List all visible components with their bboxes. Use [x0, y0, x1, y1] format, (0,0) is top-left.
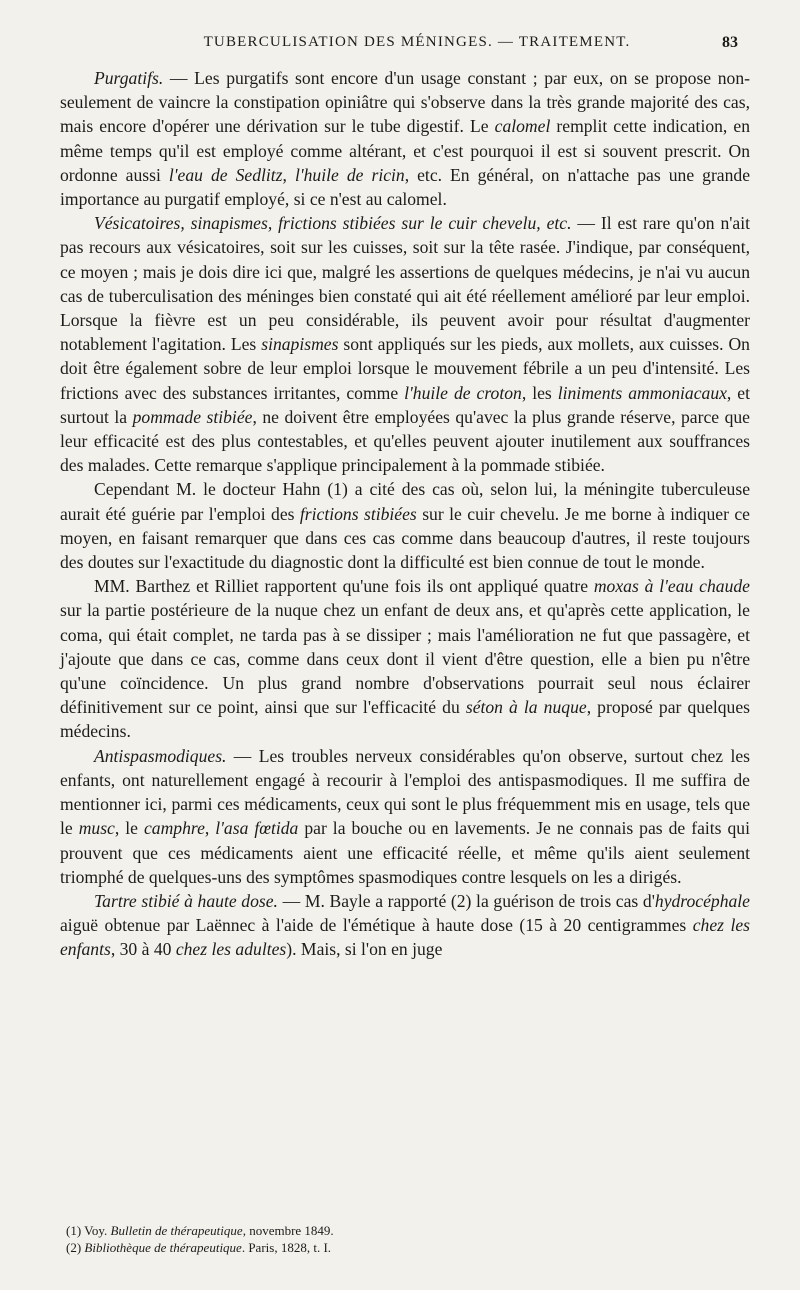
italic-term: camphre: [143, 818, 205, 839]
footnote-title: Bibliothèque de thérapeutique: [84, 1240, 242, 1255]
paragraph-hahn: [60, 477, 750, 574]
text-run: sur la partie postérieure de la nuque chez un enfant de deux ans, et qu'après cette application, le coma, qui était complet, ne tarda pas à se dissiper ; mais l'amélioration ne fut que passagère, et j'ajoute que dans ce cas, comme dans ceux dont il vient d'être question, elle a bien pu n'être qu'une coïncidence. Un plus grand nombre d'observations pourrait seul nous éclairer définitivement sur ce point, ainsi que sur l'efficacité du: [60, 600, 750, 718]
italic-term: frictions stibiées: [299, 503, 417, 524]
text-run: — M. Bayle a rapporté (2) la guérison de trois cas d': [277, 890, 655, 911]
text-run: , etc. En général, on n'attache pas une grande importance au purgatif employé, si ce n'est au calomel.: [60, 164, 751, 210]
paragraph-purgatifs: [60, 66, 750, 211]
body-text: [60, 66, 750, 962]
italic-term: l'asa fœtida: [215, 818, 299, 839]
italic-term: chez les enfants: [60, 915, 750, 960]
footnote-text: (1) Voy.: [66, 1223, 111, 1238]
text-run: sur le cuir chevelu. Je me borne à indiquer ce moyen, en faisant remarquer que dans ces cas comme dans beaucoup d'autres, il reste toujours des doutes sur l'exactitude du diagnostic dont la difficulté est bien connue de tout le monde.: [60, 503, 750, 573]
text-run: , proposé par quelques médecins.: [60, 697, 751, 742]
text-run: , et surtout la: [60, 382, 750, 427]
footnotes: [60, 1222, 750, 1256]
italic-term: musc: [78, 818, 115, 839]
text-run: aiguë obtenue par Laënnec à l'aide de l'émétique à haute dose (15 à 20 centigrammes: [60, 915, 693, 936]
text-run: ,: [204, 818, 216, 839]
footnote-text: (2): [66, 1240, 85, 1255]
text-run: sont appliqués sur les pieds, aux mollets, aux cuisses. On doit être également sobre de leur emploi lorsque le mouvement fébrile a un peu d'intensité. Les frictions avec des substances irritantes, comme: [60, 334, 750, 403]
italic-term: séton à la nuque: [465, 697, 587, 718]
footnote-text: . Paris, 1828, t. I.: [241, 1240, 332, 1255]
text-run: , le: [114, 818, 144, 839]
footnote-title: Bulletin de thérapeutique: [110, 1223, 243, 1238]
italic-term: l'huile de ricin: [294, 164, 405, 185]
section-title-antispasmodiques: Antispasmodiques.: [94, 745, 227, 766]
text-run: — Il est rare qu'on n'ait pas recours aux vésicatoires, soit sur les cuisses, soit sur la tête rasée. J'indique, par conséquent, ce moyen ; mais je dois dire ici que, malgré les assertions de quelques médecins, je n'ai vu aucun cas de tuberculisation des méninges bien constaté qui ait été réellement amélioré par leur emploi. Lorsque la fièvre est un peu considérable, ils peuvent avoir pour résultat d'augmenter notablement l'agitation. Les: [60, 213, 750, 355]
running-title: TUBERCULISATION DES MÉNINGES. — TRAITEMENT.: [203, 34, 631, 50]
text-run: — Les purgatifs sont encore d'un usage constant ; par eux, on se propose non-seulement de vaincre la constipation opiniâtre qui s'observe dans la très grande majorité des cas, mais encore d'opérer une dérivation sur le tube digestif. Le: [60, 68, 750, 137]
section-title-tartre-stibie: Tartre stibié à haute dose.: [94, 890, 278, 911]
italic-term: pommade stibiée: [132, 406, 253, 427]
text-run: MM. Barthez et Rilliet rapportent qu'une fois ils ont appliqué quatre: [94, 576, 594, 597]
italic-term: calomel: [494, 116, 551, 137]
italic-term: hydrocéphale: [654, 890, 750, 911]
paragraph-antispasmodiques: [60, 744, 750, 889]
italic-term: l'huile de croton: [404, 382, 522, 403]
italic-term: moxas à l'eau chaude: [593, 576, 750, 597]
text-run: par la bouche ou en lavements. Je ne connais pas de faits qui prouvent que ces médicaments aient une efficacité réelle, et même qu'ils aient seulement triomphé de quelques-uns des symptômes spasmodiques contre lesquels on les a dirigés.: [60, 818, 750, 887]
section-title-vesicatoires: Vésicatoires, sinapismes, frictions stibiées sur le cuir chevelu, etc.: [94, 213, 572, 234]
text-run: Cependant M. le docteur Hahn (1) a cité des cas où, selon lui, la méningite tuberculeuse aurait été guérie par l'emploi des: [60, 479, 750, 524]
italic-term: l'eau de Sedlitz: [168, 164, 283, 185]
footnote-text: , novembre 1849.: [242, 1223, 334, 1238]
text-run: , les: [521, 382, 558, 403]
italic-term: sinapismes: [261, 334, 339, 355]
page-header: [96, 34, 738, 60]
section-title-purgatifs: Purgatifs.: [94, 68, 164, 88]
paragraph-barthez-rilliet: [60, 574, 750, 743]
paragraph-tartre-stibie: [60, 889, 750, 962]
footnote-2: [60, 1239, 750, 1256]
italic-term: liniments ammoniacaux: [557, 382, 727, 403]
footnote-1: [60, 1222, 750, 1239]
text-run: — Les troubles nerveux considérables qu'on observe, surtout chez les enfants, ont naturellement engagé à recourir à l'emploi des antispasmodiques. Il me suffira de mentionner ici, parmi ces médicaments, ceux qui sont le plus fréquemment mis en usage, tels que le: [60, 745, 750, 839]
page-number: 83: [722, 34, 738, 51]
text-run: ,: [282, 164, 295, 185]
text-run: , ne doivent être employées qu'avec la plus grande réserve, parce que leur efficacité est des plus contestables, et qu'elles peuvent ajouter inutilement aux souffrances des malades. Cette remarque s'applique principalement à la pommade stibiée.: [60, 406, 750, 476]
paragraph-vesicatoires: [60, 211, 750, 477]
text-run: , 30 à 40: [110, 939, 176, 960]
italic-term: chez les adultes: [175, 939, 287, 960]
text-run: remplit cette indication, en même temps qu'il est employé comme altérant, et c'est pourquoi il est si souvent prescrit. On ordonne aussi: [60, 116, 750, 185]
text-run: ). Mais, si l'on en juge: [286, 939, 443, 960]
